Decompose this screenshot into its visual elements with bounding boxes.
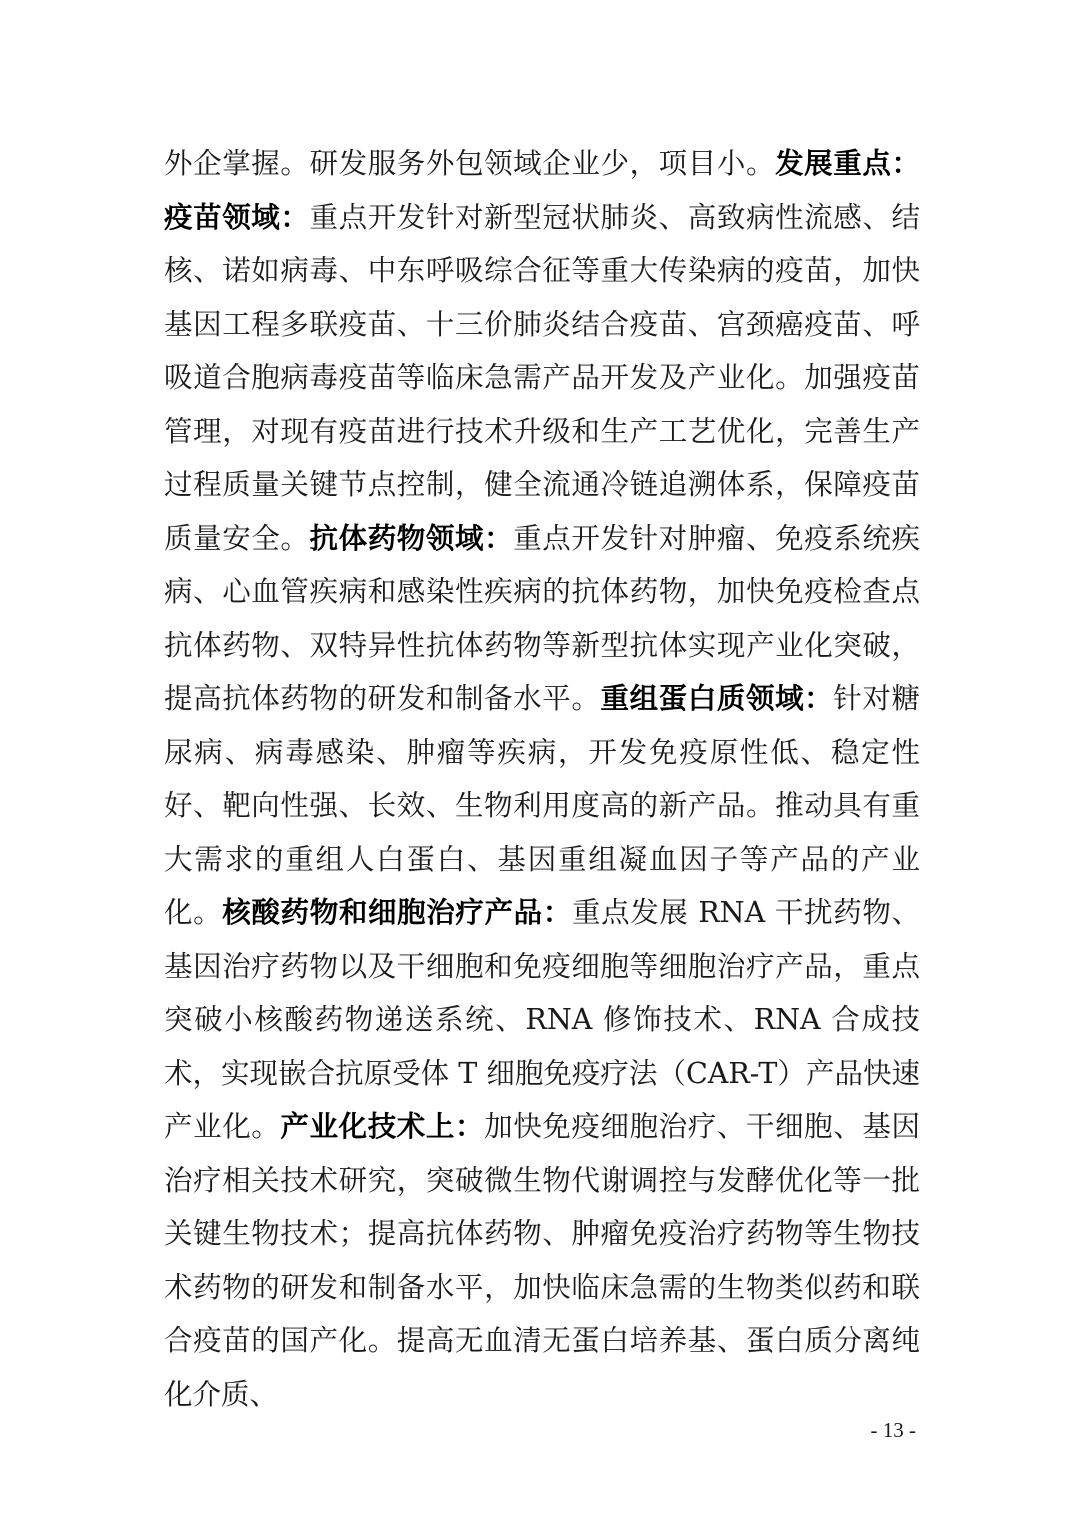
body-paragraph [164,137,920,1421]
text-segment-vaccines: 重点开发针对新型冠状肺炎、高致病性流感、结核、诺如病毒、中东呼吸综合征等重大传染病的疫苗，加快基因工程多联疫苗、十三价肺炎结合疫苗、宫颈癌疫苗、呼吸道合胞病毒疫苗等临床急需产品开发及产业化。加强疫苗管理，对现有疫苗进行技术升级和生产工艺优化，完善生产过程质量关键节点控制，健全流通冷链追溯体系，保障疫苗质量安全。 [164,200,920,555]
text-segment-recombinant: 针对糖尿病、病毒感染、肿瘤等疾病，开发免疫原性低、稳定性好、靶向性强、长效、生物利用度高的新产品。推动具有重大需求的重组人白蛋白、基因重组凝血因子等产品的产业化。 [164,682,920,929]
heading-nucleic-acid-cell-therapy: 核酸药物和细胞治疗产品： [222,895,572,929]
text-segment-industrialization: 加快免疫细胞治疗、干细胞、基因治疗相关技术研究，突破微生物代谢调控与发酵优化等一批关键生物技术；提高抗体药物、肿瘤免疫治疗药物等生物技术药物的研发和制备水平，加快临床急需的生物类似药和联合疫苗的国产化。提高无血清无蛋白培养基、蛋白质分离纯化介质、 [164,1110,920,1411]
heading-antibody-drugs: 抗体药物领域： [309,520,514,555]
page-number: - 13 - [870,1418,916,1442]
heading-recombinant-protein: 重组蛋白质领域： [600,681,834,715]
text-segment-intro: 外企掌握。研发服务外包领域企业少，项目小。 [164,147,776,180]
heading-development-focus-vaccines: 发展重点：疫苗领域： [164,146,920,234]
text-segment-antibody: 重点开发针对肿瘤、免疫系统疾病、心血管疾病和感染性疾病的抗体药物，加快免疫检查点抗体药物、双特异性抗体药物等新型抗体实现产业化突破，提高抗体药物的研发和制备水平。 [164,521,920,715]
heading-industrialization-tech: 产业化技术上： [280,1109,485,1143]
text-segment-nucleic-acid: 重点发展 RNA 干扰药物、基因治疗药物以及干细胞和免疫细胞等细胞治疗产品，重点突破小核酸药物递送系统、RNA 修饰技术、RNA 合成技术，实现嵌合抗原受体 T 细胞免疫疗法（CAR-T）产品快速产业化。 [164,896,920,1143]
